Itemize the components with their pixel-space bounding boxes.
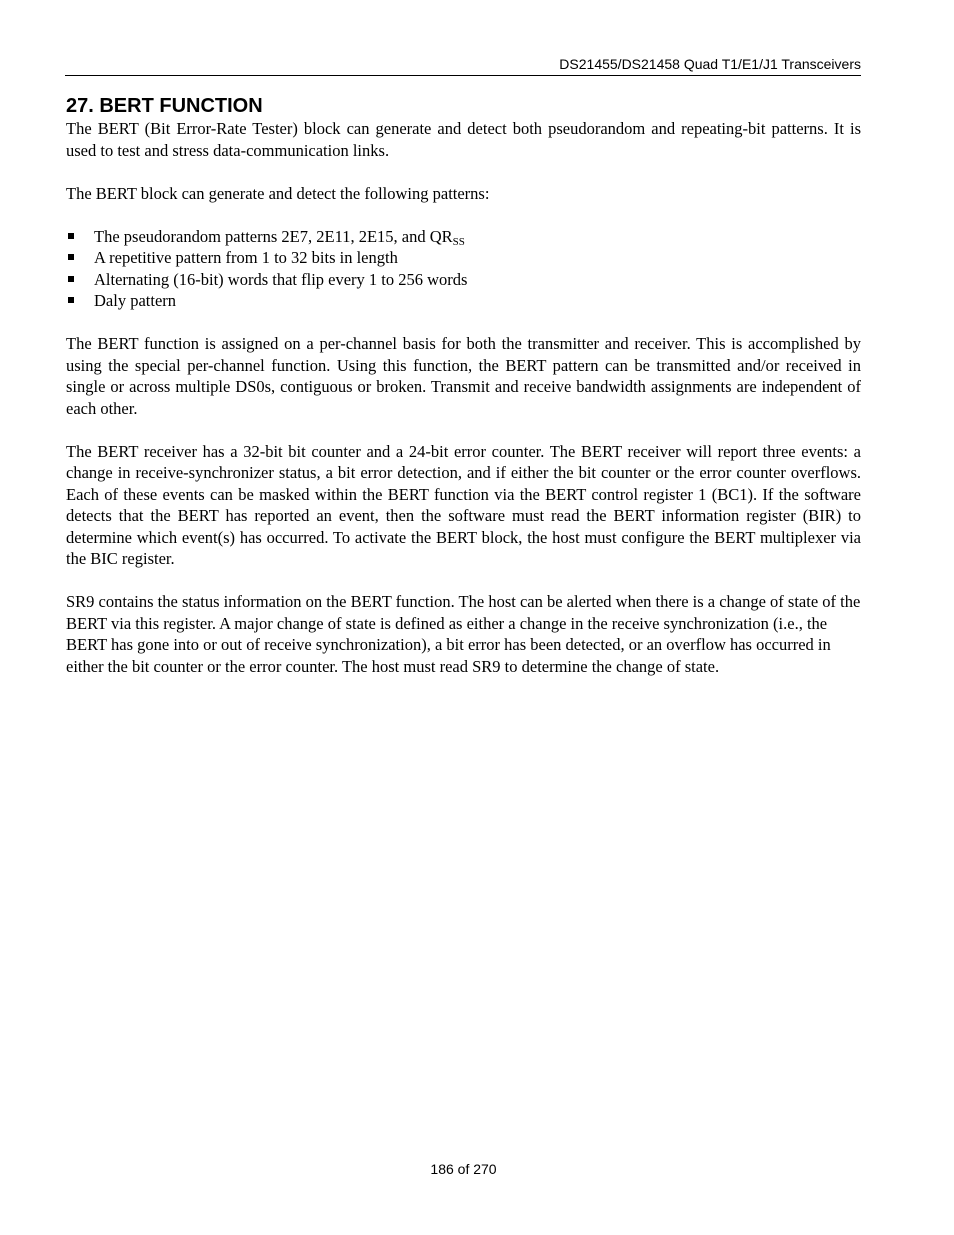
patterns-lead-paragraph: The BERT block can generate and detect the following patterns:	[66, 183, 490, 203]
running-header: DS21455/DS21458 Quad T1/E1/J1 Transceivers	[559, 56, 861, 72]
page-number: 186 of 270	[430, 1161, 497, 1177]
list-item	[66, 290, 861, 312]
list-item	[66, 269, 861, 291]
list-item-text: The pseudorandom patterns 2E7, 2E11, 2E15, and QR	[94, 226, 453, 246]
subscript-text: SS	[452, 235, 465, 248]
list-item-text: A repetitive pattern from 1 to 32 bits in length	[94, 248, 398, 267]
channel-assignment-paragraph: The BERT function is assigned on a per-channel basis for both the transmitter and receiver. This is accomplished by using the special per-channel function. Using this function, the BERT pattern can be transmitted and/or received in single or across multiple DS0s, contiguous or broken. Transmit and receive bandwidth assignments are independent of each other.	[66, 334, 861, 418]
page-body	[66, 94, 861, 699]
section-heading: 27. BERT FUNCTION	[66, 95, 263, 117]
list-item-text: Daly pattern	[94, 291, 177, 310]
pattern-list	[66, 226, 861, 312]
list-item-text: Alternating (16-bit) words that flip every 1 to 256 words	[94, 269, 468, 289]
list-item	[66, 247, 861, 269]
receiver-events-paragraph: The BERT receiver has a 32-bit bit counter and a 24-bit error counter. The BERT receiver will report three events: a change in receive-synchronizer status, a bit error detection, and if either the bit counter or the error counter overflows. Each of these events can be masked within the BERT function via the BERT control register 1 (BC1). If the software detects that the BERT has reported an event, then the software must read the BERT information register (BIR) to determine which event(s) has occurred. To activate the BERT block, the host must configure the BERT multiplexer via the BIC register.	[66, 441, 861, 568]
square-bullet-icon	[68, 254, 74, 260]
square-bullet-icon	[68, 233, 74, 239]
square-bullet-icon	[68, 297, 74, 303]
header-rule	[65, 75, 861, 76]
square-bullet-icon	[68, 276, 74, 282]
list-item	[66, 226, 861, 248]
status-register-paragraph: SR9 contains the status information on the BERT function. The host can be alerted when there is a change of state of the BERT via this register. A major change of state is defined as either a change in the receive synchronization (i.e., the BERT has gone into or out of receive synchronization), a bit error has been detected, or an overflow has occurred in either the bit counter or the error counter. The host must read SR9 to determine the change of state.	[66, 592, 861, 676]
intro-paragraph: The BERT (Bit Error-Rate Tester) block can generate and detect both pseudorandom and repeating-bit patterns. It is used to test and stress data-communication links.	[66, 119, 861, 160]
